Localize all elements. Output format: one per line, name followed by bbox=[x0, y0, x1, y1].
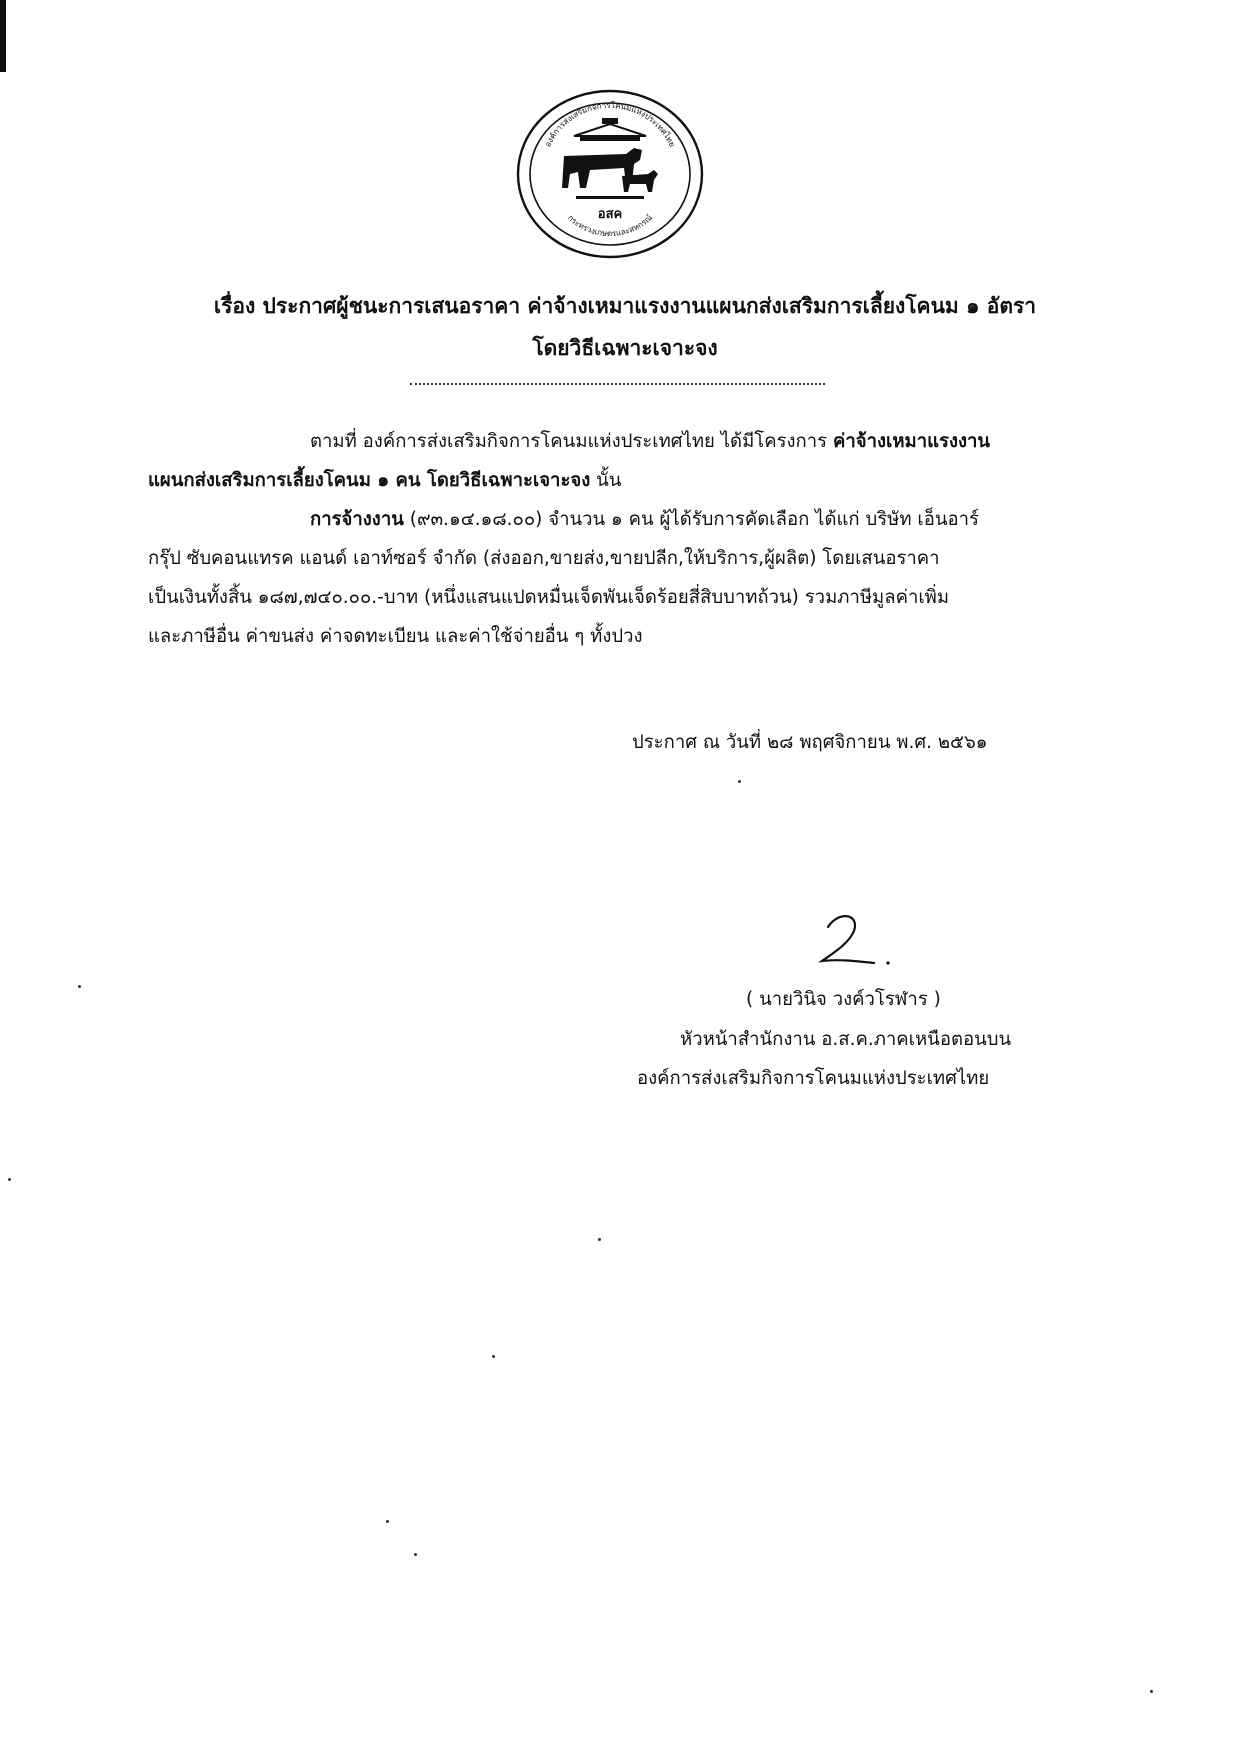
para1-line1-bold: ค่าจ้างเหมาแรงงาน bbox=[832, 431, 991, 452]
para2-line1 bbox=[310, 505, 979, 535]
scan-speck bbox=[386, 1520, 389, 1523]
signatory-name: ( นายวินิจ วงค์วโรฬาร ) bbox=[746, 989, 941, 1010]
seal-bottom-text: กระทรวงเกษตรและสหกรณ์ bbox=[565, 213, 655, 239]
scan-speck bbox=[598, 1238, 601, 1241]
dairy-promotion-seal-logo bbox=[514, 88, 706, 260]
scan-speck bbox=[78, 985, 81, 988]
para2-line1-text: (๙๓.๑๔.๑๘.๐๐) จำนวน ๑ คน ผู้ได้รับการคัดเลือก ได้แก่ บริษัท เอ็นอาร์ bbox=[403, 509, 979, 530]
scan-speck bbox=[8, 1178, 11, 1181]
document-title bbox=[120, 285, 1130, 369]
scan-speck bbox=[1150, 1690, 1153, 1693]
para2-line2: กรุ๊ป ซับคอนแทรค แอนด์ เอาท์ซอร์ จำกัด (ส่งออก,ขายส่ง,ขายปลีก,ให้บริการ,ผู้ผลิต) โดยเสนอราคา bbox=[148, 548, 940, 569]
para1-line1-text: ตามที่ องค์การส่งเสริมกิจการโคนมแห่งประเทศไทย ได้มีโครงการ bbox=[310, 431, 833, 452]
scan-edge-mark bbox=[0, 0, 6, 72]
para2-line4: และภาษีอื่น ค่าขนส่ง ค่าจดทะเบียน และค่าใช้จ่ายอื่น ๆ ทั้งปวง bbox=[148, 626, 643, 647]
seal-center-mark: อสค bbox=[597, 207, 623, 222]
scan-speck bbox=[738, 780, 741, 783]
para1-line1 bbox=[310, 427, 990, 457]
scan-speck bbox=[492, 1355, 495, 1358]
signatory-position-2: องค์การส่งเสริมกิจการโคนมแห่งประเทศไทย bbox=[637, 1068, 990, 1089]
para2-line3: เป็นเงินทั้งสิ้น ๑๘๗,๗๔๐.๐๐.-บาท (หนึ่งแสนแปดหมื่นเจ็ดพันเจ็ดร้อยสี่สิบบาทถ้วน) รวมภาษีมูลค่าเพิ่ม bbox=[148, 587, 950, 608]
seal-outer-text: องค์การส่งเสริมกิจการโคนมแห่งประเทศไทย bbox=[543, 100, 677, 149]
para2-line1-bold: การจ้างงาน bbox=[310, 509, 404, 530]
signatory-position-1: หัวหน้าสำนักงาน อ.ส.ค.ภาคเหนือตอนบน bbox=[680, 1029, 1012, 1050]
para1-line2 bbox=[148, 466, 621, 496]
para1-line2-bold: แผนกส่งเสริมการเลี้ยงโคนม ๑ คน โดยวิธีเฉพาะเจาะจง bbox=[148, 470, 591, 491]
title-divider bbox=[410, 383, 825, 385]
scan-speck bbox=[414, 1553, 417, 1556]
para1-line2-text: นั้น bbox=[590, 470, 622, 491]
title-line-2: โดยวิธีเฉพาะเจาะจง bbox=[532, 336, 718, 360]
announcement-date: ประกาศ ณ วันที่ ๒๘ พฤศจิกายน พ.ศ. ๒๕๖๑ bbox=[632, 732, 988, 753]
title-line-1: เรื่อง ประกาศผู้ชนะการเสนอราคา ค่าจ้างเหมาแรงงานแผนกส่งเสริมการเลี้ยงโคนม ๑ อัตรา bbox=[213, 294, 1037, 318]
handwritten-signature bbox=[808, 905, 898, 975]
